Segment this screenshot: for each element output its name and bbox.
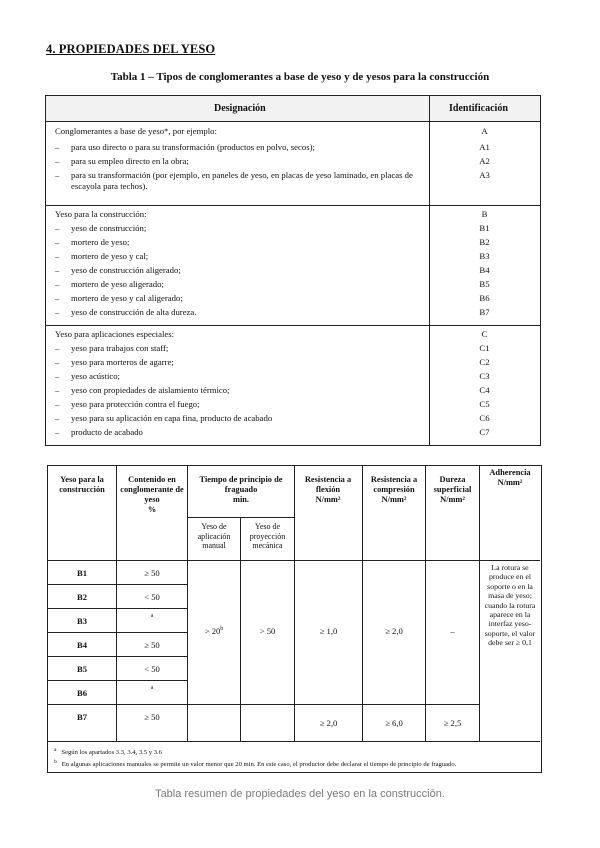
header-dureza-unit: N/mm² — [440, 495, 465, 504]
row-designacion: – mortero de yeso y cal; — [55, 251, 423, 262]
row-identificacion: B4 — [479, 265, 490, 275]
row-designacion: – para su empleo directo en la obra; — [55, 156, 423, 167]
row-contenido: a — [150, 613, 154, 619]
row-name: B3 — [76, 616, 88, 626]
row-identificacion: C — [481, 329, 488, 339]
row-contenido: < 50 — [144, 664, 160, 674]
row-identificacion: A3 — [479, 170, 490, 180]
note-b — [54, 758, 534, 770]
note-a — [54, 746, 162, 758]
grid-line — [48, 608, 187, 609]
row-designacion: – yeso acústico; — [55, 371, 423, 382]
col-identificacion: Identificación — [449, 103, 508, 114]
row-name: B1 — [76, 568, 88, 578]
row-designacion: – producto de acabado — [55, 427, 423, 438]
row-designacion: – yeso para protección contra el fuego; — [55, 399, 423, 410]
merged-proyeccion: > 50 — [259, 626, 276, 636]
table1-caption: Tabla 1 – Tipos de conglomerantes a base de yeso y de yesos para la construcción — [110, 71, 490, 83]
table1-header — [46, 96, 540, 122]
row-identificacion: B3 — [479, 251, 490, 261]
table2 — [47, 465, 542, 773]
header-compresion-unit: N/mm² — [381, 495, 407, 504]
row-designacion: – para uso directo o para su transformación (productos en polvo, secos); — [55, 142, 423, 153]
row-designacion: Yeso para aplicaciones especiales: — [55, 329, 175, 339]
row-identificacion: C1 — [479, 343, 490, 353]
header-contenido-label: Contenido en conglomerante de yeso — [120, 475, 184, 504]
grid-line — [187, 517, 294, 518]
row-identificacion: C3 — [479, 371, 490, 381]
grid-line — [48, 680, 187, 681]
note-a-mark: a — [54, 747, 57, 753]
row-identificacion: B2 — [479, 237, 490, 247]
subheader-proyeccion: Yeso de proyección mecánica — [249, 522, 286, 550]
merged-dureza: – — [450, 626, 455, 636]
row-contenido: a — [150, 685, 154, 691]
grid-line — [294, 466, 295, 742]
table1 — [45, 95, 541, 446]
row-designacion: – para su transformación (por ejemplo, en paneles de yeso, en placas de yeso laminado, en placas de escayola para techos). — [55, 170, 423, 192]
row-identificacion: A2 — [479, 156, 490, 166]
header-yeso: Yeso para la construcción — [59, 475, 105, 494]
header-flexion-label: Resistencia a flexión — [304, 475, 352, 494]
figure-caption: Tabla resumen de propiedades del yeso en la construcción. — [155, 788, 445, 800]
row-contenido: < 50 — [144, 592, 160, 602]
row-identificacion: C4 — [479, 385, 490, 395]
row-designacion: – mortero de yeso y cal aligerado; — [55, 293, 423, 304]
header-contenido-unit: % — [147, 505, 157, 514]
header-contenido — [119, 475, 185, 515]
note-b-text: En algunas aplicaciones manuales se permite un valor menor que 20 min. En este caso, el productor debe declarar el tiempo de principio de fraguado. — [61, 761, 457, 769]
header-flexion — [296, 475, 360, 505]
row-designacion: Conglomerantes a base de yeso*, por ejemplo: — [55, 126, 217, 136]
b7-dureza: ≥ 2,5 — [443, 718, 462, 728]
row-designacion: – yeso de construcción aligerado; — [55, 265, 423, 276]
row-designacion: – mortero de yeso aligerado; — [55, 279, 423, 290]
row-identificacion: C7 — [479, 427, 490, 437]
merged-manual-value: > 20 — [204, 626, 221, 636]
row-identificacion: B6 — [479, 293, 490, 303]
group-separator — [46, 205, 540, 206]
grid-line — [48, 632, 187, 633]
grid-line — [479, 466, 480, 742]
subheader-manual: Yeso de aplicación manual — [197, 522, 231, 550]
note-b-mark: b — [54, 759, 57, 765]
b7-flexion: ≥ 2,0 — [319, 718, 338, 728]
row-identificacion: C2 — [479, 357, 490, 367]
row-identificacion: A1 — [479, 142, 490, 152]
row-name: B6 — [76, 688, 88, 698]
row-designacion: – yeso de construcción de alta dureza. — [55, 307, 423, 318]
grid-line — [48, 560, 540, 561]
row-identificacion: C5 — [479, 399, 490, 409]
row-name: B7 — [76, 712, 88, 722]
header-tiempo — [190, 475, 292, 505]
row-contenido: ≥ 50 — [144, 712, 160, 722]
row-contenido: ≥ 50 — [144, 568, 160, 578]
row-contenido: ≥ 50 — [144, 640, 160, 650]
header-tiempo-unit: min. — [232, 495, 250, 504]
header-adherencia-label: Adherencia — [489, 468, 531, 477]
row-name: B4 — [76, 640, 88, 650]
group-separator — [46, 325, 540, 326]
header-compresion-label: Resistencia a compresión — [370, 475, 418, 494]
header-adherencia-unit: N/mm² — [497, 478, 523, 487]
merged-compresion: ≥ 2,0 — [385, 626, 403, 636]
row-identificacion: C6 — [479, 413, 490, 423]
merged-manual-sup: b — [220, 626, 224, 633]
col-designacion: Designación — [214, 103, 266, 114]
row-identificacion: B7 — [479, 307, 490, 317]
row-designacion: – yeso para morteros de agarre; — [55, 357, 423, 368]
grid-line — [116, 466, 117, 742]
header-tiempo-label: Tiempo de principio de fraguado — [199, 475, 283, 494]
row-identificacion: B5 — [479, 279, 490, 289]
header-adherencia — [481, 468, 539, 488]
grid-line — [48, 741, 540, 742]
row-identificacion: A — [481, 126, 488, 136]
grid-line — [425, 466, 426, 742]
row-designacion: – yeso de construcción; — [55, 223, 423, 234]
grid-line — [362, 466, 363, 742]
row-designacion: – yeso con propiedades de aislamiento térmico; — [55, 385, 423, 396]
merged-flexion: ≥ 1,0 — [319, 626, 338, 636]
row-identificacion: B1 — [479, 223, 490, 233]
row-designacion: – yeso para su aplicación en capa fina, producto de acabado — [55, 413, 423, 424]
adherencia-text: La rotura se produce en el soporte o en la masa de yeso; cuando la rotura aparece en la interfaz yeso-soporte, el valor debe ser ≥ 0,1 — [484, 563, 536, 648]
grid-line — [48, 656, 187, 657]
grid-line — [48, 704, 479, 705]
row-designacion: – mortero de yeso; — [55, 237, 423, 248]
row-name: B2 — [76, 592, 88, 602]
header-dureza — [427, 475, 478, 505]
row-designacion: – yeso para trabajos con staff; — [55, 343, 423, 354]
header-compresion — [364, 475, 424, 505]
section-heading: 4. PROPIEDADES DEL YESO — [46, 42, 216, 56]
b7-compresion: ≥ 6,0 — [385, 718, 403, 728]
row-name: B5 — [76, 664, 88, 674]
header-flexion-unit: N/mm² — [315, 495, 341, 504]
row-designacion: Yeso para la construcción: — [55, 209, 147, 219]
note-a-text: Según los apartados 3.3, 3.4, 3.5 y 3.6 — [61, 749, 162, 757]
row-identificacion: B — [481, 209, 488, 219]
header-dureza-label: Dureza superficial — [433, 475, 472, 494]
grid-line — [187, 466, 188, 742]
merged-manual — [188, 626, 240, 636]
grid-line — [48, 584, 187, 585]
